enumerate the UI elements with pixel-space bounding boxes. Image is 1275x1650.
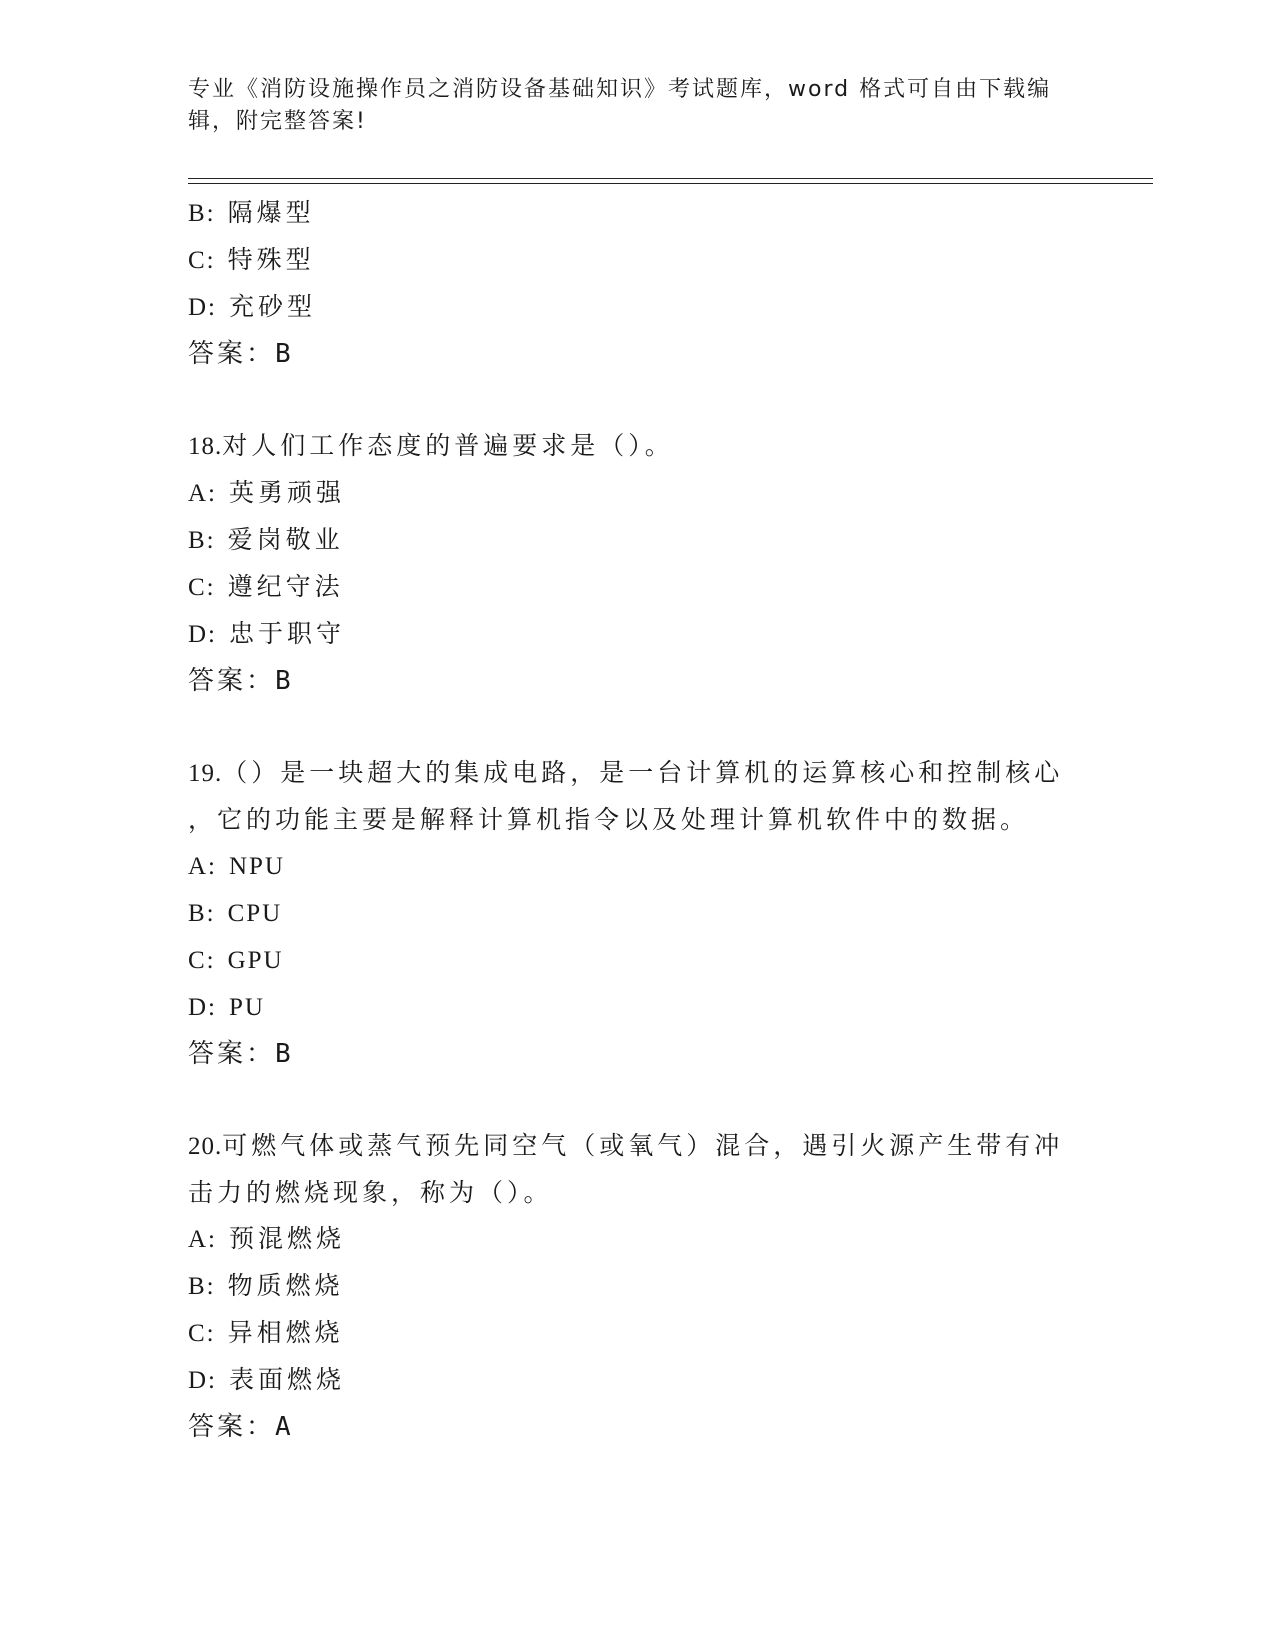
- answer-value: B: [275, 666, 294, 696]
- header-divider-bottom: [188, 183, 1153, 184]
- option-text: 忠于职守: [228, 619, 345, 648]
- option-letter: C:: [188, 574, 216, 601]
- answer-value: B: [275, 1039, 294, 1069]
- option-d: [188, 984, 1088, 1031]
- question-number: 18.: [188, 433, 223, 460]
- question-text: 击力的燃烧现象，称为（）。: [188, 1178, 553, 1207]
- option-letter: A:: [188, 853, 217, 880]
- option-b: [188, 517, 1088, 564]
- question-19: [188, 750, 1088, 1077]
- question-text: ，它的功能主要是解释计算机指令以及处理计算机软件中的数据。: [188, 805, 1030, 834]
- answer-line: [188, 658, 1088, 704]
- option-text: 预混燃烧: [228, 1224, 345, 1253]
- question-text: 可燃气体或蒸气预先同空气（或氧气）混合，遇引火源产生带有冲: [222, 1131, 1064, 1160]
- option-letter: A:: [188, 480, 217, 507]
- document-header: [188, 74, 1068, 138]
- answer-line: [188, 1031, 1088, 1077]
- option-a: [188, 1216, 1088, 1263]
- answer-label: 答案：: [188, 666, 276, 696]
- option-b: [188, 190, 1088, 237]
- option-text: 表面燃烧: [228, 1365, 345, 1394]
- answer-value: B: [275, 339, 294, 369]
- option-text: 充砂型: [228, 292, 316, 321]
- option-a: [188, 470, 1088, 517]
- option-c: [188, 937, 1088, 984]
- option-text: 爱岗敬业: [227, 525, 344, 554]
- option-text: 遵纪守法: [227, 572, 344, 601]
- question-20: [188, 1123, 1088, 1450]
- answer-label: 答案：: [188, 339, 276, 369]
- question-text: （）是一块超大的集成电路，是一台计算机的运算核心和控制核心: [222, 758, 1064, 787]
- option-letter: B:: [188, 527, 216, 554]
- option-text: 异相燃烧: [227, 1318, 344, 1347]
- question-18: [188, 423, 1088, 704]
- option-d: [188, 611, 1088, 658]
- question-stem-continued: [188, 1170, 1088, 1216]
- option-c: [188, 1310, 1088, 1357]
- option-letter: C:: [188, 1320, 216, 1347]
- answer-label: 答案：: [188, 1412, 276, 1442]
- question-text: 对人们工作态度的普遍要求是（）。: [222, 431, 674, 460]
- answer-line: [188, 331, 1088, 377]
- question-number: 19.: [188, 760, 223, 787]
- answer-value: A: [275, 1412, 294, 1442]
- option-letter: D:: [188, 294, 217, 321]
- option-letter: C:: [188, 247, 216, 274]
- option-c: [188, 564, 1088, 611]
- option-letter: D:: [188, 621, 217, 648]
- option-letter: B:: [188, 900, 216, 927]
- option-letter: B:: [188, 1273, 216, 1300]
- option-text: PU: [228, 994, 265, 1021]
- answer-line: [188, 1404, 1088, 1450]
- header-line-1: 专业《消防设施操作员之消防设备基础知识》考试题库，word 格式可自由下载编: [188, 77, 1052, 102]
- header-line-2: 辑，附完整答案!: [188, 109, 367, 134]
- option-letter: D:: [188, 1367, 217, 1394]
- option-letter: D:: [188, 994, 217, 1021]
- question-stem-continued: [188, 797, 1088, 843]
- question-number: 20.: [188, 1133, 223, 1160]
- option-a: [188, 843, 1088, 890]
- option-text: GPU: [227, 947, 284, 974]
- option-letter: B:: [188, 200, 216, 227]
- option-b: [188, 1263, 1088, 1310]
- option-d: [188, 1357, 1088, 1404]
- option-letter: C:: [188, 947, 216, 974]
- header-divider-top: [188, 178, 1153, 179]
- continued-question: [188, 190, 1088, 377]
- option-d: [188, 284, 1088, 331]
- question-stem: [188, 750, 1088, 797]
- option-b: [188, 890, 1088, 937]
- option-text: 英勇顽强: [228, 478, 345, 507]
- question-stem: [188, 423, 1088, 470]
- question-list: [188, 190, 1088, 1450]
- option-text: NPU: [228, 853, 285, 880]
- option-c: [188, 237, 1088, 284]
- question-stem: [188, 1123, 1088, 1170]
- option-text: 特殊型: [227, 245, 315, 274]
- option-text: 隔爆型: [227, 198, 315, 227]
- option-letter: A:: [188, 1226, 217, 1253]
- option-text: 物质燃烧: [227, 1271, 344, 1300]
- answer-label: 答案：: [188, 1039, 276, 1069]
- option-text: CPU: [227, 900, 283, 927]
